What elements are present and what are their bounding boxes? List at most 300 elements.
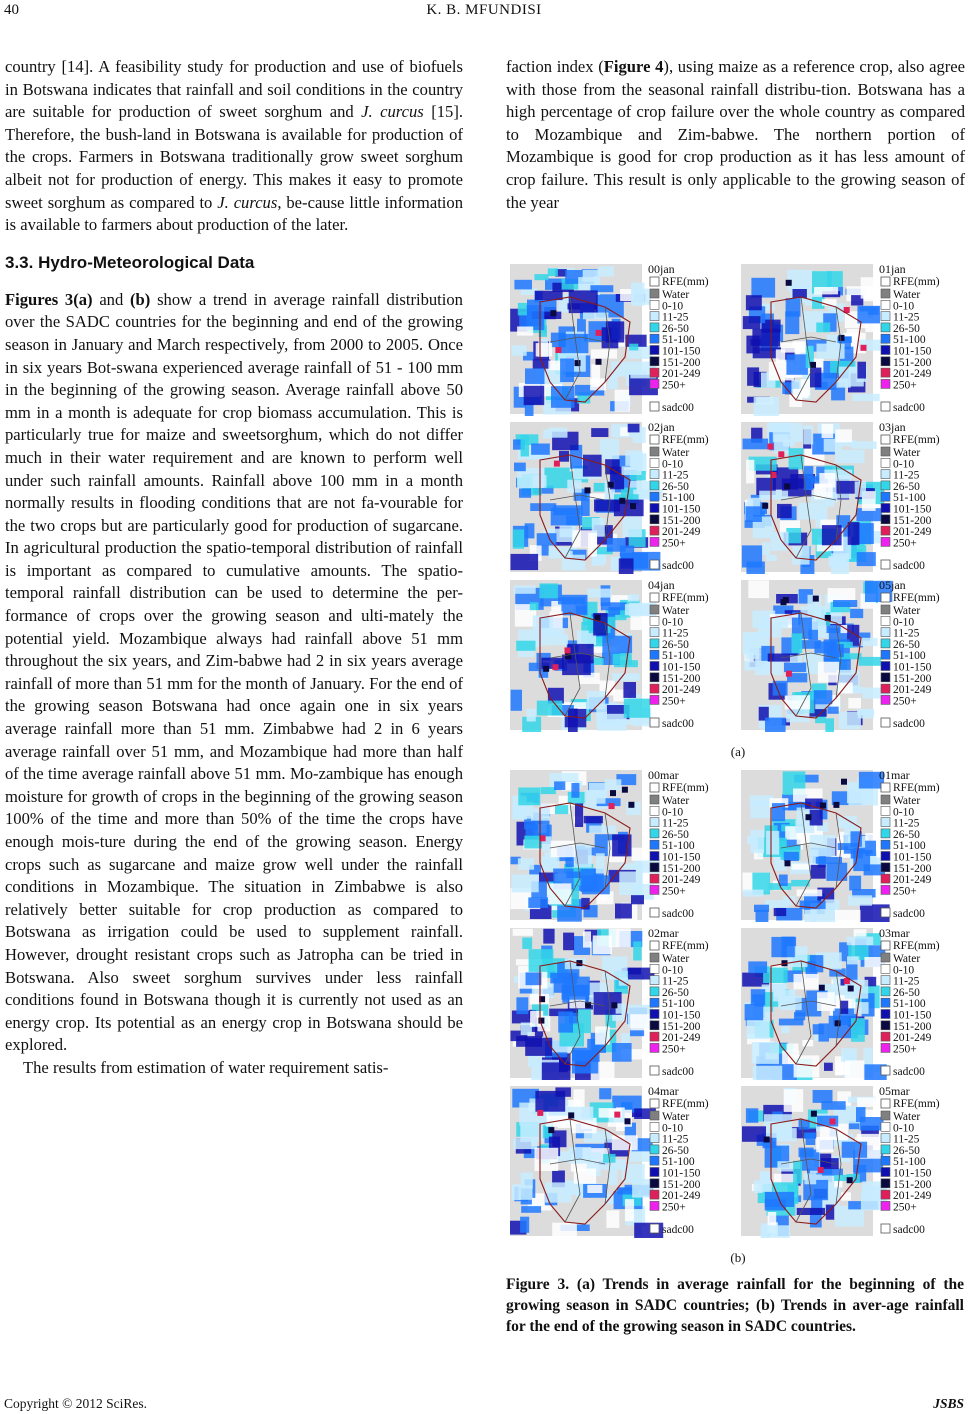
legend-item-label: 0-10	[662, 964, 684, 977]
legend-swatch	[881, 695, 890, 704]
legend-swatch	[650, 987, 659, 996]
rainfall-cell	[845, 1060, 865, 1080]
boundary-label: sadc00	[662, 560, 694, 572]
legend-item-label: 11-25	[893, 311, 920, 324]
rainfall-cell	[835, 450, 865, 463]
legend-swatch	[650, 481, 659, 490]
rainfall-cell	[813, 1024, 824, 1034]
legend-item-label: 151-200	[662, 862, 701, 875]
legend-item-label: 101-150	[662, 1167, 701, 1180]
legend-swatch	[650, 560, 659, 569]
panel-title: 03jan	[879, 420, 906, 434]
rainfall-cell	[615, 904, 632, 919]
figure-3a-label: (a)	[730, 744, 746, 759]
legend-swatch	[881, 964, 890, 973]
legend-swatch	[650, 863, 659, 872]
legend-swatch	[650, 1122, 659, 1131]
rainfall-cell	[542, 1062, 571, 1080]
legend-swatch	[881, 289, 890, 298]
rainfall-cell	[563, 933, 574, 951]
rainfall-cell	[591, 428, 608, 437]
rainfall-cell	[620, 427, 629, 436]
legend-swatch	[881, 526, 890, 535]
rainfall-cell	[857, 306, 880, 324]
boundary-label: sadc00	[893, 560, 925, 572]
paragraph-water-requirement: The results from estimation of water requirement satis-	[23, 1057, 389, 1077]
rainfall-cell	[587, 589, 611, 598]
legend-item-label: 250+	[893, 1201, 917, 1214]
legend-swatch	[650, 953, 659, 962]
legend-item-label: 51-100	[893, 650, 926, 663]
legend-item-label: 151-200	[662, 1178, 701, 1191]
rainfall-cell	[622, 466, 642, 475]
journal-abbrev: JSBS	[933, 1396, 964, 1411]
legend-swatch	[881, 605, 890, 614]
legend-item-label: Water	[893, 1111, 921, 1123]
rainfall-cell	[625, 450, 642, 466]
legend-swatch	[881, 357, 890, 366]
legend-swatch	[650, 515, 659, 524]
rainfall-cell-high	[819, 985, 825, 991]
legend-item-label: 11-25	[893, 469, 920, 482]
legend-swatch	[881, 1179, 890, 1188]
rainfall-cell	[619, 872, 643, 896]
legend-swatch	[881, 628, 890, 637]
legend-item-label: 201-249	[893, 684, 932, 697]
rainfall-cell	[766, 555, 777, 561]
legend-swatch	[881, 1224, 890, 1233]
rainfall-cell	[527, 709, 536, 722]
legend-item-label: 151-200	[662, 514, 701, 527]
rainfall-cell-high	[784, 483, 790, 489]
rainfall-map	[510, 926, 735, 1080]
legend-swatch	[881, 818, 890, 827]
legend-item-label: 26-50	[893, 986, 920, 999]
rainfall-cell-high	[537, 1110, 543, 1116]
rainfall-cell	[761, 617, 788, 628]
rainfall-map-panel	[741, 1084, 966, 1238]
legend-item-label: Water	[662, 1111, 690, 1123]
rainfall-cell	[854, 1002, 869, 1014]
rainfall-cell	[774, 908, 787, 916]
rainfall-map-panel	[510, 262, 735, 416]
rainfall-cell	[598, 266, 614, 276]
rainfall-cell	[824, 439, 836, 452]
legend-item-label: 151-200	[662, 672, 701, 685]
legend-swatch	[881, 908, 890, 917]
legend-swatch	[650, 976, 659, 985]
rainfall-cell	[848, 789, 878, 806]
legend-swatch	[881, 435, 890, 444]
rainfall-cell	[848, 522, 860, 545]
rainfall-cell-high	[622, 787, 628, 793]
rainfall-cell	[746, 1108, 758, 1123]
rainfall-cell	[632, 289, 651, 305]
rainfall-cell	[631, 895, 644, 904]
rainfall-cell	[813, 1090, 833, 1103]
rainfall-cell	[516, 997, 528, 1014]
rainfall-cell	[793, 389, 809, 398]
rainfall-cell	[518, 303, 527, 316]
legend-swatch	[650, 368, 659, 377]
rainfall-cell-high	[762, 503, 768, 509]
legend-swatch	[650, 357, 659, 366]
legend-swatch	[650, 504, 659, 513]
legend-swatch	[881, 537, 890, 546]
rainfall-cell	[743, 439, 769, 450]
legend-swatch	[650, 662, 659, 671]
rainfall-cell	[625, 1199, 634, 1221]
legend-item-label: 151-200	[893, 1020, 932, 1033]
rainfall-cell	[777, 1161, 793, 1171]
rainfall-cell	[827, 644, 844, 657]
legend-item-label: 26-50	[893, 1144, 920, 1157]
legend-title: RFE(mm)	[662, 782, 709, 794]
rainfall-cell	[750, 830, 764, 853]
rainfall-cell-high	[568, 1112, 574, 1118]
legend-item-label: 250+	[893, 1043, 917, 1056]
legend-title: RFE(mm)	[662, 276, 709, 288]
rainfall-cell	[752, 1042, 779, 1064]
legend-item-label: 11-25	[893, 1133, 920, 1146]
boundary-label: sadc00	[662, 402, 694, 414]
legend-swatch	[881, 953, 890, 962]
panel-title: 04mar	[648, 1084, 679, 1098]
legend-swatch	[881, 987, 890, 996]
legend-item-label: 201-249	[662, 874, 701, 887]
legend-swatch	[650, 874, 659, 883]
legend-item-label: 201-249	[893, 1190, 932, 1203]
rainfall-cell	[558, 1012, 573, 1033]
rainfall-cell	[552, 1223, 577, 1238]
legend-swatch	[881, 616, 890, 625]
legend-swatch	[881, 885, 890, 894]
rainfall-cell	[524, 836, 542, 849]
legend-swatch	[650, 447, 659, 456]
boundary-label: sadc00	[893, 908, 925, 920]
rainfall-cell	[598, 714, 627, 731]
rainfall-cell	[630, 615, 645, 630]
rainfall-cell-high	[550, 310, 556, 316]
rainfall-cell	[529, 949, 554, 972]
legend-swatch	[650, 1145, 659, 1154]
legend-item-label: 151-200	[893, 672, 932, 685]
panel-title: 05mar	[879, 1084, 910, 1098]
legend-item-label: Water	[893, 953, 921, 965]
rainfall-cell	[534, 274, 548, 280]
legend-swatch	[650, 289, 659, 298]
rainfall-cell	[565, 958, 586, 969]
legend-swatch	[650, 379, 659, 388]
rainfall-cell-high	[554, 461, 560, 467]
rainfall-cell	[754, 905, 769, 912]
rainfall-cell-high	[839, 335, 845, 341]
legend-swatch	[650, 1224, 659, 1233]
rainfall-cell	[859, 657, 881, 666]
boundary-label: sadc00	[893, 402, 925, 414]
legend-swatch	[650, 964, 659, 973]
legend-item-label: 26-50	[893, 638, 920, 651]
rainfall-cell-high	[820, 803, 826, 809]
rainfall-cell	[751, 278, 775, 298]
rainfall-map	[510, 420, 735, 574]
legend-swatch	[650, 684, 659, 693]
legend-swatch	[650, 1043, 659, 1052]
rainfall-cell	[609, 1166, 618, 1185]
rainfall-cell	[816, 1137, 833, 1152]
rainfall-cell	[514, 463, 526, 472]
legend-item-label: Water	[893, 605, 921, 617]
legend-title: RFE(mm)	[893, 434, 940, 446]
rainfall-cell	[599, 1088, 611, 1099]
rainfall-map-panel	[510, 768, 735, 922]
rainfall-cell	[552, 1130, 566, 1147]
rainfall-cell-high	[610, 790, 616, 796]
rainfall-cell-high	[555, 347, 561, 353]
figure-caption: Figure 3. (a) Trends in average rainfall for the beginning of the growing season in SADC countries; (b) Trends in aver-age rainfall for the end of the growing season in SADC countries.	[506, 1276, 964, 1335]
legend-item-label: 101-150	[662, 1009, 701, 1022]
rainfall-cell-high	[786, 280, 792, 286]
rainfall-cell	[802, 1040, 813, 1046]
boundary-label: sadc00	[662, 1066, 694, 1078]
rainfall-cell	[619, 558, 634, 574]
rainfall-cell	[594, 483, 606, 492]
rainfall-cell	[558, 634, 568, 645]
rainfall-cell	[584, 816, 603, 823]
figure-3b-label: (b)	[730, 1250, 746, 1265]
rainfall-cell	[781, 1026, 789, 1034]
rainfall-cell	[574, 1089, 585, 1107]
rainfall-cell	[513, 530, 524, 549]
legend-item-label: 201-249	[893, 874, 932, 887]
rainfall-cell	[834, 1175, 847, 1181]
legend-item-label: 11-25	[662, 1133, 689, 1146]
rainfall-cell	[857, 552, 876, 566]
rainfall-cell	[850, 609, 863, 618]
rainfall-cell	[793, 1161, 802, 1184]
boundary-label: sadc00	[662, 718, 694, 730]
rainfall-cell	[851, 1018, 865, 1042]
rainfall-cell	[609, 928, 631, 947]
legend-swatch	[650, 277, 659, 286]
rainfall-cell	[605, 779, 622, 790]
legend-swatch	[650, 818, 659, 827]
rainfall-cell	[516, 641, 535, 651]
figure-3b-grid	[510, 768, 966, 1238]
panel-title: 00jan	[648, 262, 675, 276]
rainfall-cell	[848, 698, 861, 709]
legend-swatch	[881, 504, 890, 513]
legend-swatch	[881, 481, 890, 490]
rainfall-cell	[535, 1148, 559, 1171]
legend-item-label: 26-50	[893, 480, 920, 493]
rainfall-cell-high	[585, 487, 591, 493]
panel-title: 03mar	[879, 926, 910, 940]
rainfall-cell	[625, 604, 650, 615]
rainfall-cell	[589, 826, 616, 834]
rainfall-cell	[512, 1184, 521, 1200]
rainfall-cell	[543, 929, 554, 944]
legend-item-label: 26-50	[662, 986, 689, 999]
rainfall-cell	[521, 1206, 541, 1213]
legend-item-label: 151-200	[662, 1020, 701, 1033]
legend-swatch	[881, 312, 890, 321]
panel-title: 05jan	[879, 578, 906, 592]
rainfall-cell	[852, 394, 879, 401]
rainfall-cell	[521, 435, 529, 457]
legend-item-label: Water	[893, 447, 921, 459]
rainfall-cell-high	[785, 860, 791, 866]
panel-title: 04jan	[648, 578, 675, 592]
legend-item-label: 11-25	[893, 975, 920, 988]
legend-item-label: 250+	[662, 695, 686, 708]
legend-swatch	[650, 1010, 659, 1019]
rainfall-cell	[613, 654, 632, 665]
legend-swatch	[881, 346, 890, 355]
rainfall-cell	[841, 1048, 857, 1061]
rainfall-cell	[765, 718, 786, 732]
rainfall-cell	[601, 602, 627, 610]
rainfall-cell	[596, 795, 606, 804]
rainfall-cell	[518, 858, 534, 869]
rainfall-cell-high	[596, 330, 602, 336]
legend-swatch	[650, 470, 659, 479]
legend-item-label: 101-150	[662, 851, 701, 864]
rainfall-cell	[746, 562, 765, 575]
rainfall-cell	[857, 709, 874, 715]
rainfall-cell	[786, 354, 808, 375]
rainfall-cell	[583, 270, 600, 282]
rainfall-cell-high	[553, 664, 559, 670]
rainfall-cell-high	[835, 1020, 841, 1026]
rainfall-cell	[787, 1044, 799, 1052]
rainfall-cell	[804, 1133, 816, 1139]
legend-swatch	[650, 1021, 659, 1030]
rainfall-cell	[541, 787, 556, 794]
legend-item-label: 0-10	[662, 616, 684, 629]
rainfall-cell-high	[575, 360, 581, 366]
rainfall-cell	[810, 368, 821, 388]
legend-swatch	[881, 1122, 890, 1131]
legend-item-label: 11-25	[893, 627, 920, 640]
legend-item-label: 0-10	[893, 300, 915, 313]
panel-title: 02jan	[648, 420, 675, 434]
legend-item-label: Water	[662, 289, 690, 301]
legend-swatch	[881, 1201, 890, 1210]
rainfall-map-panel	[510, 420, 735, 574]
legend-swatch	[881, 1099, 890, 1108]
legend-item-label: 250+	[893, 537, 917, 550]
legend-item-label: 101-150	[662, 345, 701, 358]
legend-item-label: 11-25	[662, 817, 689, 830]
legend-item-label: 0-10	[893, 964, 915, 977]
legend-swatch	[650, 639, 659, 648]
legend-item-label: 250+	[662, 1201, 686, 1214]
rainfall-cell	[518, 788, 540, 806]
legend-item-label: Water	[662, 605, 690, 617]
left-column	[5, 56, 463, 1080]
rainfall-cell	[779, 875, 788, 887]
legend-item-label: 0-10	[893, 458, 915, 471]
rainfall-cell	[563, 977, 589, 996]
legend-item-label: 250+	[662, 885, 686, 898]
rainfall-cell-high	[811, 1111, 817, 1117]
legend-swatch	[650, 1201, 659, 1210]
rainfall-map-panel	[741, 926, 966, 1080]
rainfall-cell	[561, 595, 587, 616]
legend-item-label: Water	[662, 795, 690, 807]
rainfall-cell	[797, 890, 823, 897]
rainfall-cell	[831, 553, 849, 574]
legend-item-label: 0-10	[662, 458, 684, 471]
legend-swatch	[650, 908, 659, 917]
rainfall-cell	[766, 831, 779, 855]
legend-item-label: 250+	[662, 1043, 686, 1056]
legend-swatch	[881, 560, 890, 569]
legend-item-label: 201-249	[662, 368, 701, 381]
legend-item-label: 51-100	[662, 840, 695, 853]
rainfall-cell	[797, 1208, 825, 1215]
panel-title: 00mar	[648, 768, 679, 782]
legend-item-label: 250+	[893, 885, 917, 898]
rainfall-map-panel	[510, 1084, 735, 1238]
legend-swatch	[881, 662, 890, 671]
legend-title: RFE(mm)	[893, 592, 940, 604]
rainfall-cell	[819, 473, 835, 488]
paragraph-satisfaction-index: faction index (Figure 4), using maize as a reference crop, also agree with those from the seasonal rainfall distribu-tion. Botswana has a high percentage of crop failure over the whole country as compared to Mozambique and Zim-babwe. The northern portion of Mozambique is good for crop production as it has less amount of crop failure. This result is only applicable to the growing season of the year	[506, 57, 966, 212]
rainfall-cell	[836, 429, 852, 442]
rainfall-cell-high	[548, 1127, 554, 1133]
rainfall-map	[741, 1084, 966, 1238]
legend-item-label: 11-25	[662, 627, 689, 640]
rainfall-cell	[799, 1148, 814, 1158]
legend-title: RFE(mm)	[893, 782, 940, 794]
rainfall-cell	[857, 362, 866, 379]
legend-swatch	[881, 1111, 890, 1120]
rainfall-cell	[748, 961, 767, 973]
legend-swatch	[650, 323, 659, 332]
rainfall-cell	[591, 349, 617, 358]
rainfall-cell	[555, 1087, 571, 1096]
rainfall-cell	[607, 538, 626, 552]
page-number: 40	[4, 2, 19, 18]
legend-swatch	[881, 593, 890, 602]
legend-swatch	[650, 1168, 659, 1177]
rainfall-cell	[824, 1063, 833, 1071]
legend-item-label: 11-25	[662, 311, 689, 324]
rainfall-cell	[522, 938, 532, 950]
legend-swatch	[881, 795, 890, 804]
legend-swatch	[650, 616, 659, 625]
rainfall-cell-high	[764, 1137, 770, 1143]
legend-item-label: 51-100	[893, 998, 926, 1011]
legend-swatch	[881, 673, 890, 682]
legend-swatch	[650, 628, 659, 637]
legend-swatch	[650, 458, 659, 467]
rainfall-cell	[628, 594, 639, 601]
legend-swatch	[881, 334, 890, 343]
legend-item-label: 51-100	[662, 650, 695, 663]
rainfall-cell	[615, 390, 630, 412]
rainfall-cell-high	[786, 671, 792, 677]
rainfall-cell	[762, 542, 770, 555]
legend-item-label: 11-25	[662, 975, 689, 988]
rainfall-cell	[511, 690, 522, 711]
rainfall-cell	[821, 1101, 845, 1110]
boundary-label: sadc00	[893, 1224, 925, 1236]
legend-swatch	[650, 593, 659, 602]
legend-item-label: 0-10	[893, 616, 915, 629]
